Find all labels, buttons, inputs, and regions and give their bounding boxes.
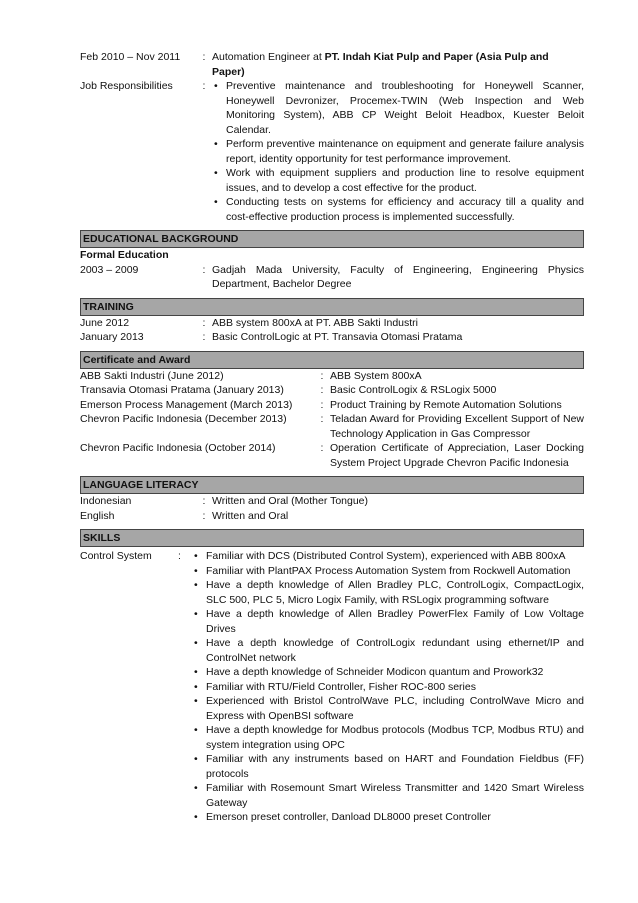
job-role-prefix: Automation Engineer at bbox=[212, 51, 325, 63]
certificate-row: Emerson Process Management (March 2013) : Product Training by Remote Automation Solutions bbox=[80, 398, 562, 411]
education-heading: EDUCATIONAL BACKGROUND bbox=[80, 230, 584, 248]
list-item: • Emerson preset controller, Danload DL8000 preset Controller bbox=[194, 811, 491, 823]
job-resp-label: Job Responsibilities bbox=[80, 80, 173, 92]
list-item: • Have a depth knowledge of Allen Bradley PowerFlex Family of Low Voltage Drives bbox=[194, 608, 584, 635]
job-row: Feb 2010 – Nov 2011 : Automation Engineer at PT. Indah Kiat Pulp and Paper (Asia Pulp and Paper) bbox=[80, 50, 584, 79]
list-item: • Work with equipment suppliers and production line to resolve equipment issues, and to develop a cost effective for the product. bbox=[214, 167, 584, 194]
list-item: • Have a depth knowledge of ControlLogix redundant using ethernet/IP and ControlNet network bbox=[194, 637, 584, 664]
language-row: English : Written and Oral bbox=[80, 509, 289, 522]
education-subheading: Formal Education bbox=[80, 249, 169, 261]
education-row: 2003 – 2009 : Gadjah Mada University, Faculty of Engineering, Engineering Physics Department, Bachelor Degree bbox=[80, 263, 584, 290]
list-item: • Familiar with any instruments based on HART and Foundation Fieldbus (FF) protocols bbox=[194, 753, 584, 780]
certificate-row: Chevron Pacific Indonesia (October 2014) : Operation Certificate of Appreciation, Laser Docking System Project Upgrade Chevron Pacific Indonesia bbox=[80, 442, 584, 469]
list-item: • Familiar with RTU/Field Controller, Fisher ROC-800 series bbox=[194, 680, 476, 693]
responsibility-list bbox=[212, 79, 584, 224]
list-item: • Familiar with DCS (Distributed Control System), experienced with ABB 800xA bbox=[194, 550, 566, 562]
certificate-row: Transavia Otomasi Pratama (January 2013) : Basic ControlLogix & RSLogix 5000 bbox=[80, 384, 497, 396]
list-item: • Have a depth knowledge for Modbus protocols (Modbus TCP, Modbus RTU) and system integration using OPC bbox=[194, 724, 584, 751]
education-period: 2003 – 2009 bbox=[80, 263, 139, 276]
list-item: • Familiar with PlantPAX Process Automation System from Rockwell Automation bbox=[194, 564, 571, 577]
language-heading: LANGUAGE LITERACY bbox=[80, 476, 584, 494]
skills-row: Control System : • Familiar with DCS (Distributed Control System), experienced with ABB 800xA • Familiar with PlantPAX Process Automation System from Rockwell Automation • Have a depth knowledge of Allen Bradley PLC, ControlLogix, CompactLogix, SLC 500, PLC 5, Micro Logix Family, with RSLogix programming software • Have a depth knowledge of Allen Bradley PowerFlex Family of Low Voltage Drives • Have a depth knowledge of ControlLogix redundant using ethernet/IP and ControlNet network • Have a depth knowledge of Schneider Modicon quantum and Prowork32 • Familiar with RTU/Field Controller, Fisher ROC-800 series • Experienced with Bristol ControlWave PLC, including ControlWave Micro and Express with OpenBSI software • Have a depth knowledge for Modbus protocols (Modbus TCP, Modbus RTU) and system integration using OPC • Familiar with any instruments based on HART and Foundation Fieldbus (FF) protocols • Familiar with Rosemount Smart Wireless Transmitter and 1420 Smart Wireless Gateway • Emerson preset controller, Danload DL8000 preset Controller bbox=[80, 550, 584, 823]
list-item: • Preventive maintenance and troubleshooting for Honeywell Scanner, Honeywell Devronizer, Procemex-TWIN (Web Inspection and Web Monitoring System), ABB CP Weight Beloit Headbox, Kuester Beloit Calendar. bbox=[214, 80, 584, 136]
education-detail: Gadjah Mada University, Faculty of Engineering, Engineering Physics Department, Bachelor Degree bbox=[212, 263, 584, 290]
certificate-heading: Certificate and Award bbox=[80, 351, 584, 369]
training-row: June 2012 : ABB system 800xA at PT. ABB Sakti Industri bbox=[80, 316, 419, 329]
training-heading: TRAINING bbox=[80, 298, 584, 316]
list-item: • Familiar with Rosemount Smart Wireless Transmitter and 1420 Smart Wireless Gateway bbox=[194, 782, 584, 809]
job-role bbox=[212, 50, 584, 79]
resume-page bbox=[80, 50, 584, 825]
list-item: • Conducting tests on systems for efficiency and accuracy till a quality and cost-effective production process is implemented successfully. bbox=[214, 196, 584, 223]
job-responsibilities-row: Job Responsibilities : • Preventive maintenance and troubleshooting for Honeywell Scanner, Honeywell Devronizer, Procemex-TWIN (Web Inspection and Web Monitoring System), ABB CP Weight Beloit Headbox, Kuester Beloit Calendar. • Perform preventive maintenance on equipment and generate failure analysis report, identity opportunity for test performance improvement. • Work with equipment suppliers and production line to resolve equipment issues, and to develop a cost effective for the product. • Conducting tests on systems for efficiency and accuracy till a quality and cost-effective production process is implemented successfully. bbox=[80, 80, 584, 223]
skills-list bbox=[192, 549, 584, 825]
list-item: • Have a depth knowledge of Allen Bradley PLC, ControlLogix, CompactLogix, SLC 500, PLC 5, Micro Logix Family, with RSLogix programming software bbox=[194, 579, 584, 606]
list-item: • Have a depth knowledge of Schneider Modicon quantum and Prowork32 bbox=[194, 666, 544, 678]
job-period: Feb 2010 – Nov 2011 bbox=[80, 51, 181, 63]
job-company: PT. Indah Kiat Pulp and Paper (Asia Pulp and Paper) bbox=[212, 51, 549, 78]
skills-label: Control System bbox=[80, 550, 152, 562]
certificate-row: ABB Sakti Industri (June 2012) : ABB System 800xA bbox=[80, 369, 422, 382]
list-item: • Experienced with Bristol ControlWave PLC, including ControlWave Micro and Express with OpenBSI software bbox=[194, 695, 584, 722]
training-row: January 2013 : Basic ControlLogic at PT. Transavia Otomasi Pratama bbox=[80, 331, 463, 343]
certificate-row: Chevron Pacific Indonesia (December 2013) : Teladan Award for Providing Excellent Support of New Technology Application in Gas Compressor bbox=[80, 413, 584, 440]
language-row: Indonesian : Written and Oral (Mother Tongue) bbox=[80, 495, 369, 507]
skills-heading: SKILLS bbox=[80, 529, 584, 547]
list-item: • Perform preventive maintenance on equipment and generate failure analysis report, identity opportunity for test performance improvement. bbox=[214, 138, 584, 165]
